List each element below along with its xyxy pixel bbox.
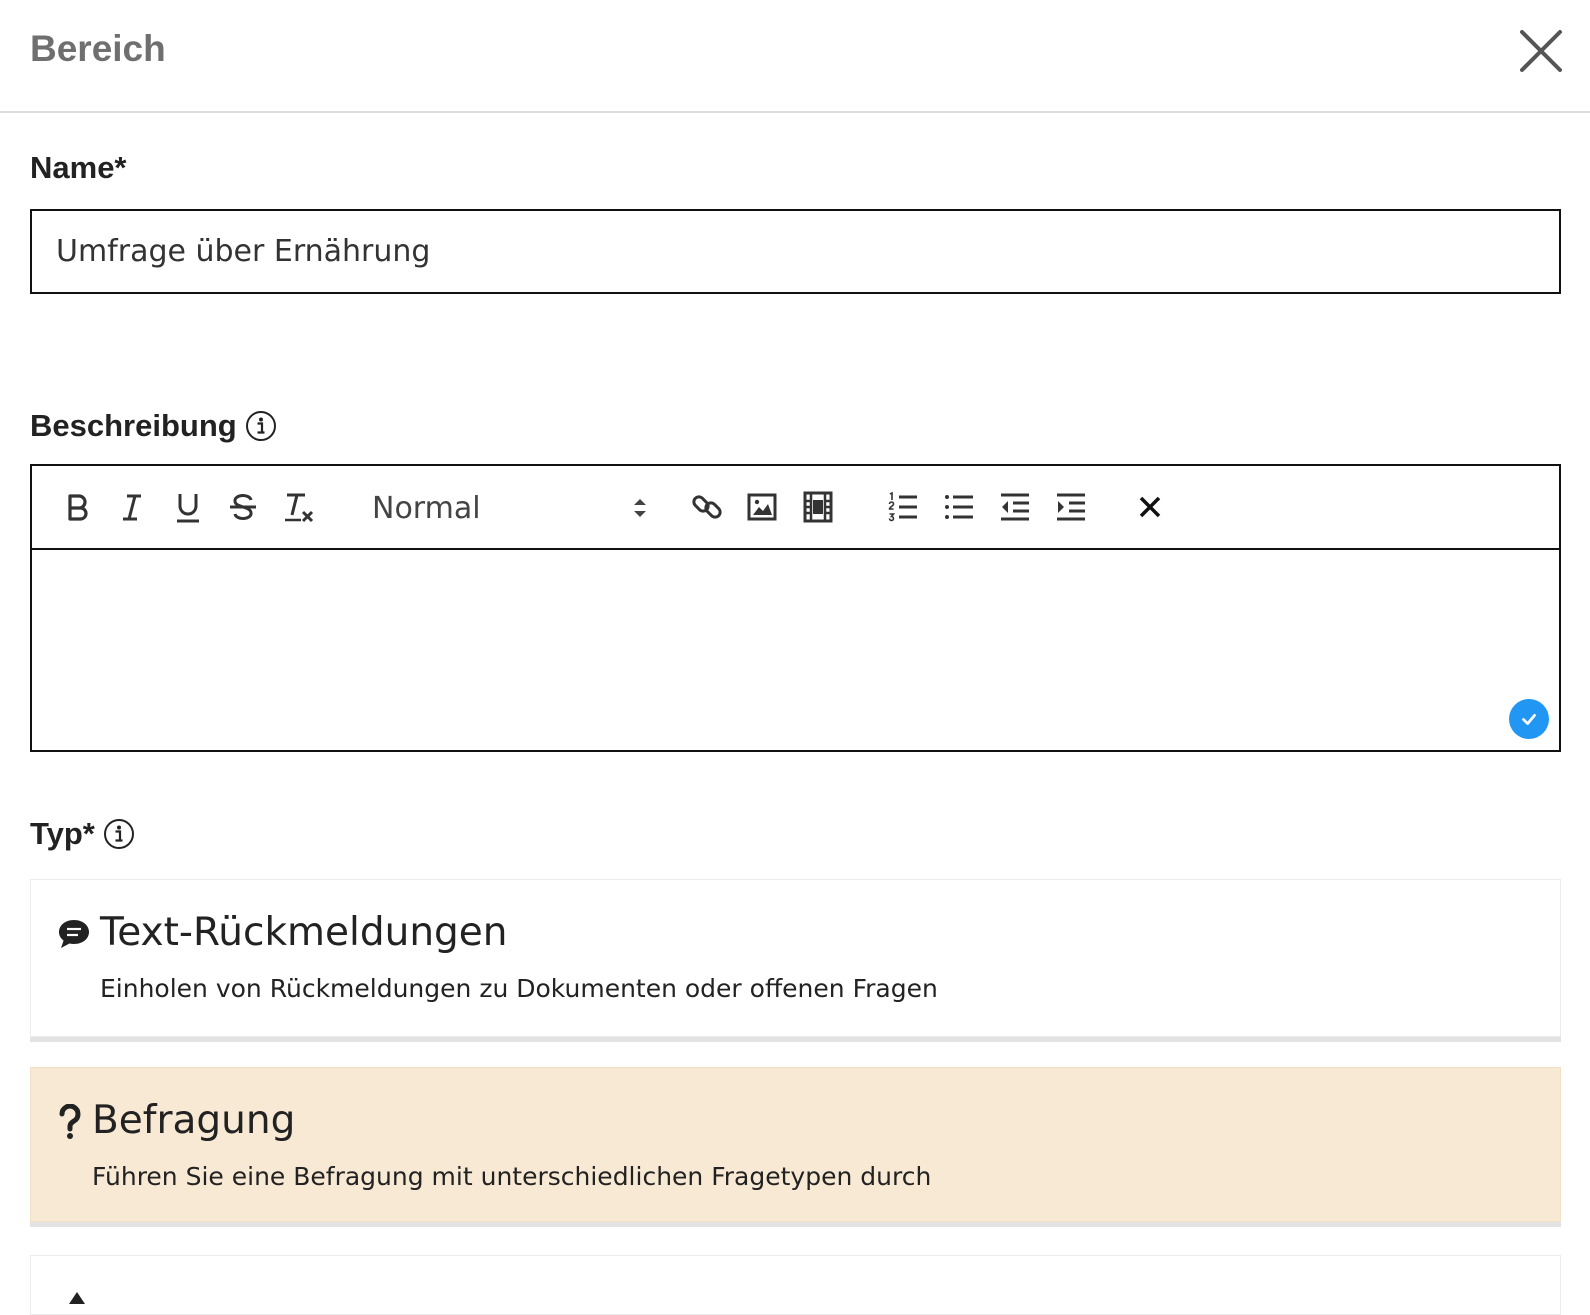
clear-format-icon xyxy=(281,489,317,525)
partial-icon xyxy=(65,1290,89,1304)
type-label xyxy=(30,816,135,852)
video-icon xyxy=(800,489,836,525)
info-icon[interactable] xyxy=(103,818,135,850)
video-button[interactable] xyxy=(798,487,838,527)
outdent-icon xyxy=(997,489,1033,525)
format-select-value: Normal xyxy=(372,491,481,526)
option-title: Text-Rückmeldungen xyxy=(100,910,508,955)
check-icon xyxy=(1518,708,1540,730)
select-arrows-icon xyxy=(630,494,650,522)
indent-icon xyxy=(1053,489,1089,525)
name-label-text: Name* xyxy=(30,150,127,185)
description-editor xyxy=(30,464,1561,752)
clear-format-button[interactable] xyxy=(279,487,319,527)
question-icon xyxy=(59,1104,81,1140)
link-icon xyxy=(689,489,725,525)
underline-button[interactable] xyxy=(168,487,208,527)
outdent-button[interactable] xyxy=(995,487,1035,527)
ordered-list-button[interactable] xyxy=(883,487,923,527)
bullet-list-icon xyxy=(941,489,977,525)
underline-icon xyxy=(170,489,206,525)
spellcheck-badge[interactable] xyxy=(1509,699,1549,739)
description-text-area[interactable] xyxy=(32,550,1559,750)
italic-icon xyxy=(114,489,150,525)
indent-button[interactable] xyxy=(1051,487,1091,527)
name-label xyxy=(30,150,127,186)
type-option-text-feedback[interactable] xyxy=(30,879,1561,1037)
modal-header xyxy=(0,0,1590,113)
editor-toolbar xyxy=(32,466,1559,550)
italic-button[interactable] xyxy=(112,487,152,527)
name-input[interactable] xyxy=(30,209,1561,294)
option-title: Befragung xyxy=(92,1098,296,1143)
option-description: Einholen von Rückmeldungen zu Dokumenten oder offenen Fragen xyxy=(100,974,938,1003)
type-label-text: Typ* xyxy=(30,816,95,851)
description-label-text: Beschreibung xyxy=(30,408,237,443)
link-button[interactable] xyxy=(687,487,727,527)
comment-icon xyxy=(57,918,91,950)
type-option-partial[interactable] xyxy=(30,1255,1561,1315)
strikethrough-icon xyxy=(225,489,261,525)
bold-icon xyxy=(59,489,95,525)
close-button[interactable] xyxy=(1518,28,1564,74)
modal-title: Bereich xyxy=(30,28,166,69)
bullet-list-button[interactable] xyxy=(939,487,979,527)
type-option-survey[interactable] xyxy=(30,1067,1561,1222)
image-button[interactable] xyxy=(742,487,782,527)
info-icon[interactable] xyxy=(245,410,277,442)
remove-button[interactable] xyxy=(1130,487,1170,527)
close-icon xyxy=(1132,489,1168,525)
strikethrough-button[interactable] xyxy=(223,487,263,527)
bold-button[interactable] xyxy=(57,487,97,527)
format-select[interactable] xyxy=(372,480,662,536)
description-label xyxy=(30,408,277,444)
close-icon xyxy=(1518,28,1564,74)
option-description: Führen Sie eine Befragung mit unterschiedlichen Fragetypen durch xyxy=(92,1162,932,1191)
ordered-list-icon xyxy=(885,489,921,525)
image-icon xyxy=(744,489,780,525)
